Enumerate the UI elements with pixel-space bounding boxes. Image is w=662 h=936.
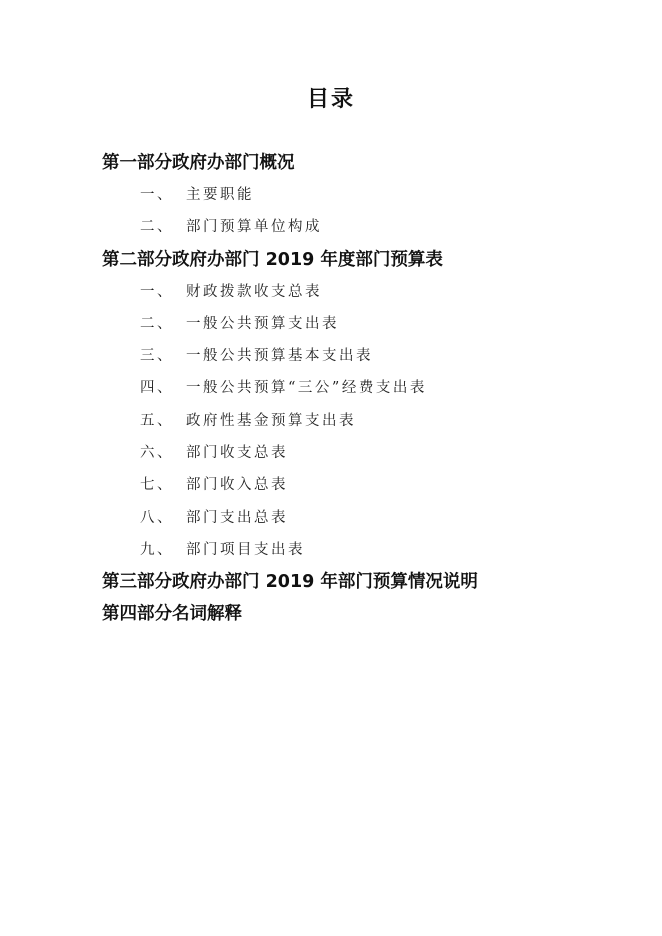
toc-item-label: 一般公共预算支出表 bbox=[186, 315, 339, 332]
toc-item-label: 财政拨款收支总表 bbox=[186, 283, 322, 300]
toc-part-4: 第四部分名词解释 bbox=[102, 604, 242, 625]
toc-item-number: 九、 bbox=[140, 541, 174, 558]
toc-item bbox=[102, 437, 622, 469]
toc-item-number: 二、 bbox=[140, 315, 174, 332]
toc-item-number: 五、 bbox=[140, 412, 174, 429]
toc-item bbox=[102, 534, 622, 566]
toc-item-number: 一、 bbox=[140, 283, 174, 300]
toc-part-1: 第一部分政府办部门概况 bbox=[102, 153, 295, 173]
toc-item bbox=[102, 340, 622, 372]
toc-item-number: 七、 bbox=[140, 477, 174, 494]
toc-item-number: 四、 bbox=[140, 380, 174, 397]
toc-item-label: 部门收入总表 bbox=[186, 477, 288, 494]
toc-part-2: 第二部分政府办部门 2019 年度部门预算表 bbox=[102, 249, 443, 270]
toc-item-label: 一般公共预算基本支出表 bbox=[186, 348, 373, 365]
toc-item-label: 主要职能 bbox=[186, 187, 254, 203]
toc-item bbox=[102, 308, 622, 340]
toc-item bbox=[102, 211, 622, 243]
toc-item bbox=[102, 469, 622, 501]
toc-item-number: 三、 bbox=[140, 348, 174, 365]
toc-item-label: 部门支出总表 bbox=[186, 509, 288, 526]
toc-item-number: 八、 bbox=[140, 509, 174, 526]
toc-item-label: 部门收支总表 bbox=[186, 445, 288, 462]
toc-list bbox=[102, 147, 622, 630]
toc-item-label: 部门预算单位构成 bbox=[186, 219, 322, 236]
toc-title: 目录 bbox=[306, 87, 355, 112]
toc-item bbox=[102, 372, 622, 404]
toc-item-label: 一般公共预算“三公”经费支出表 bbox=[186, 380, 427, 397]
toc-item bbox=[102, 276, 622, 308]
toc-item-number: 二、 bbox=[140, 219, 174, 236]
toc-item-label: 部门项目支出表 bbox=[186, 541, 305, 558]
toc-item bbox=[102, 179, 622, 211]
toc-part-3: 第三部分政府办部门 2019 年部门预算情况说明 bbox=[102, 572, 478, 593]
toc-item bbox=[102, 502, 622, 534]
toc-item-label: 政府性基金预算支出表 bbox=[186, 412, 356, 429]
toc-item bbox=[102, 405, 622, 437]
toc-item-number: 一、 bbox=[140, 187, 174, 203]
toc-item-number: 六、 bbox=[140, 445, 174, 462]
